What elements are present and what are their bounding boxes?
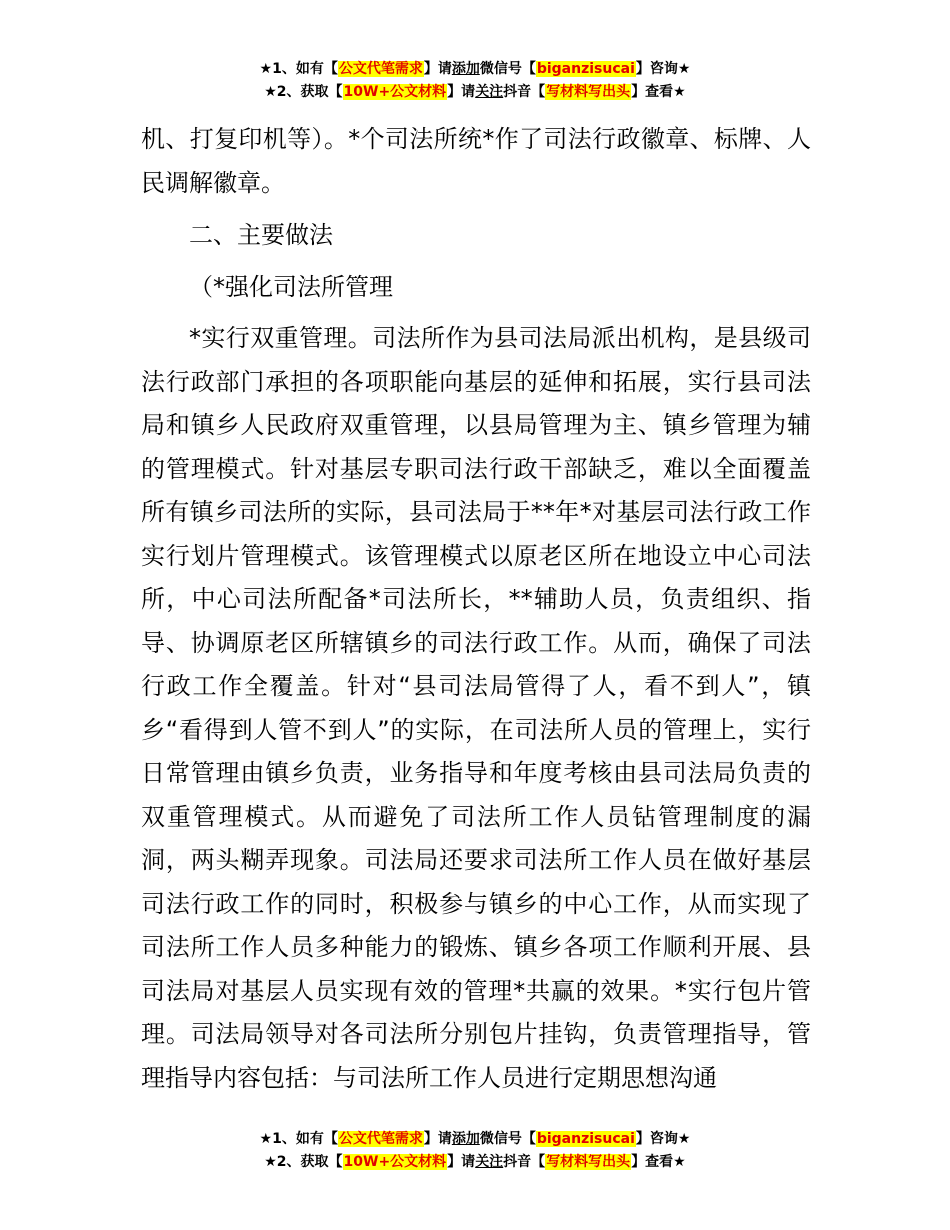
- banner-line-1: [0, 1128, 950, 1151]
- body-paragraph: *实行双重管理。司法所作为县司法局派出机构，是县级司法行政部门承担的各项职能向基层的延伸和拓展，实行县司法局和镇乡人民政府双重管理，以县局管理为主、镇乡管理为辅的管理模式。针对基层专职司法行政干部缺乏，难以全面覆盖所有镇乡司法所的实际，县司法局于**年*对基层司法行政工作实行划片管理模式。该管理模式以原老区所在地设立中心司法所，中心司法所配备*司法所长，**辅助人员，负责组织、指导、协调原老区所辖镇乡的司法行政工作。从而，确保了司法行政工作全覆盖。针对“县司法局管得了人，看不到人”，镇乡“看得到人管不到人”的实际，在司法所人员的管理上，实行日常管理由镇乡负责，业务指导和年度考核由县司法局负责的双重管理模式。从而避免了司法所工作人员钻管理制度的漏洞，两头糊弄现象。司法局还要求司法所工作人员在做好基层司法行政工作的同时，积极参与镇乡的中心工作，从而实现了司法所工作人员多种能力的锻炼、镇乡各项工作顺利开展、县司法局对基层人员实现有效的管理*共赢的效果。*实行包片管理。司法局领导对各司法所分别包片挂钩，负责管理指导，管理指导内容包括：与司法所工作人员进行定期思想沟通: [141, 324, 811, 1092]
- banner-line-2: [0, 1151, 950, 1174]
- continuation-paragraph: 机、打复印机等）。*个司法所统*作了司法行政徽章、标牌、人民调解徽章。: [141, 125, 811, 197]
- banner-highlight: biganzisucai: [536, 61, 635, 77]
- banner-emphasis: 关注: [475, 84, 504, 100]
- banner-emphasis: 关注: [475, 1154, 504, 1170]
- banner-line-2: [0, 81, 950, 104]
- banner-emphasis: 添加: [451, 1131, 480, 1147]
- banner-text: 】请: [423, 1131, 452, 1147]
- banner-text: 抖音【: [503, 84, 546, 100]
- banner-highlight: biganzisucai: [536, 1131, 635, 1147]
- banner-highlight: 10W+公文材料: [343, 84, 447, 100]
- banner-text: 】查看★: [631, 1154, 686, 1170]
- header-banner: [0, 58, 950, 104]
- subsection-heading: （*强化司法所管理: [189, 273, 393, 301]
- banner-text: 】咨询★: [635, 1131, 691, 1147]
- banner-line-1: [0, 58, 950, 81]
- banner-text: ★2、获取【: [264, 84, 343, 100]
- section-heading: 二、主要做法: [189, 221, 333, 249]
- banner-highlight: 写材料写出头: [546, 84, 631, 100]
- banner-text: 抖音【: [503, 1154, 546, 1170]
- banner-text: 】请: [447, 1154, 476, 1170]
- banner-text: 微信号【: [479, 1131, 536, 1147]
- footer-banner: [0, 1128, 950, 1174]
- banner-text: 微信号【: [479, 61, 536, 77]
- banner-text: ★1、如有【: [259, 1131, 338, 1147]
- banner-emphasis: 添加: [451, 61, 480, 77]
- banner-text: ★2、获取【: [264, 1154, 343, 1170]
- banner-text: 】查看★: [631, 84, 686, 100]
- document-body: [141, 117, 811, 1100]
- banner-text: 】请: [447, 84, 476, 100]
- banner-text: 】请: [423, 61, 452, 77]
- banner-text: 】咨询★: [635, 61, 691, 77]
- banner-highlight: 写材料写出头: [546, 1154, 631, 1170]
- banner-highlight: 公文代笔需求: [338, 1131, 423, 1147]
- banner-highlight: 公文代笔需求: [338, 61, 423, 77]
- banner-highlight: 10W+公文材料: [343, 1154, 447, 1170]
- banner-text: ★1、如有【: [259, 61, 338, 77]
